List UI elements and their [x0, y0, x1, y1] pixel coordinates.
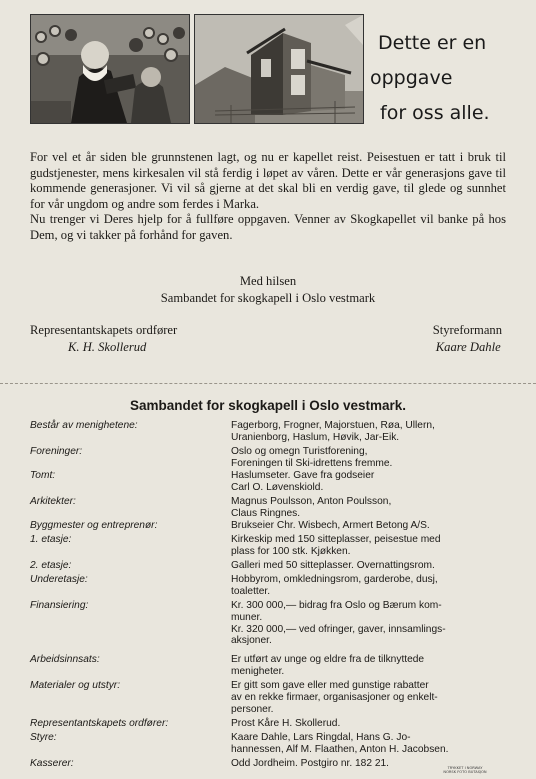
facts-row-value-line: Magnus Poulsson, Anton Poulsson,	[231, 496, 392, 507]
facts-row-value-line: Claus Ringnes.	[231, 507, 301, 519]
facts-row-value-line: Foreningen til Ski-idrettens fremme.	[231, 457, 393, 469]
facts-row-value	[231, 520, 505, 532]
facts-row-value-line: Odd Jordheim. Postgiro nr. 182 21.	[231, 758, 389, 769]
facts-row-value-line: Er gitt som gave eller med gunstige rabatter	[231, 680, 429, 691]
facts-row-label: 1. etasje:	[30, 534, 72, 545]
facts-row-label: Byggmester og entreprenør:	[30, 520, 158, 531]
signature-chairman-title: Representantskapets ordfører	[30, 323, 178, 337]
facts-row-label: Kasserer:	[30, 758, 74, 769]
facts-row-value-line: Kr. 300 000,— bidrag fra Oslo og Bærum kom-	[231, 600, 442, 611]
facts-row-value	[231, 654, 505, 678]
facts-row-value-line: Prost Kåre H. Skollerud.	[231, 718, 341, 729]
facts-row-value-line: Oslo og omegn Turistforening,	[231, 446, 368, 457]
facts-row-label: Arbeidsinnsats:	[30, 654, 100, 665]
facts-row-value-line: Kr. 320 000,— ved ofringer, gaver, innsamlings-	[231, 623, 446, 635]
headline-line-1: Dette er en	[378, 32, 487, 54]
printer-mark	[430, 766, 500, 774]
facts-row-label: Styre:	[30, 732, 57, 743]
photo-chapel	[194, 14, 364, 124]
letter-paragraph-1: For vel et år siden ble grunnstenen lagt, og nu er kapellet reist. Peisestuen er tatt i bruk til gudstjenester, mens kirkesalen vil stå ferdig i løpet av våren. Dette er vår generasjons gave til kommende generasjoner. Vi vil så gjerne at det skal bli en verdig gave, til glede og sunnhet for vår ungdom og andre som ferdes i Marka.	[30, 150, 506, 211]
appeal-letter	[30, 150, 506, 244]
facts-row-value-line: plass for 100 stk. Kjøkken.	[231, 545, 351, 557]
headline-line-2: oppgave	[370, 67, 453, 89]
facts-row-value-line: menigheter.	[231, 665, 285, 677]
facts-row-label: Finansiering:	[30, 600, 89, 611]
ceremony-photo-image	[31, 15, 189, 123]
facts-row-value-line: Galleri med 50 sitteplasser. Overnattingsrom.	[231, 560, 435, 571]
facts-row-label: Underetasje:	[30, 574, 88, 585]
facts-title: Sambandet for skogkapell i Oslo vestmark.	[129, 398, 407, 413]
signature-board-leader	[433, 322, 502, 356]
facts-row-value	[231, 574, 505, 598]
headline-line-3: for oss alle.	[380, 102, 490, 124]
facts-row-label: Tomt:	[30, 470, 56, 481]
facts-row-label: Arkitekter:	[30, 496, 76, 507]
signature-board-leader-name: Kaare Dahle	[435, 340, 501, 354]
facts-row-value-line: Er utført av unge og eldre fra de tilknyttede	[231, 654, 425, 665]
letter-sender: Sambandet for skogkapell i Oslo vestmark	[160, 291, 376, 305]
printer-mark-line-1: TRYKKET I NORWAY	[447, 766, 483, 770]
facts-row-value	[231, 420, 505, 444]
facts-row-value	[231, 600, 505, 647]
facts-row-value-line: Kirkeskip med 150 sitteplasser, peisestue med	[231, 534, 441, 545]
facts-row-value-line: av en rekke firmaer, organisasjoner og enkelt-	[231, 691, 438, 703]
facts-row-value	[231, 732, 505, 756]
facts-row-value-line: Fagerborg, Frogner, Majorstuen, Røa, Ullern,	[231, 420, 435, 431]
facts-row-value-line: Hobbyrom, omkledningsrom, garderobe, dusj,	[231, 574, 438, 585]
facts-row-value	[231, 718, 505, 730]
facts-row-value-line: Brukseier Chr. Wisbech, Armert Betong A/S.	[231, 520, 430, 531]
facts-row-label: Består av menighetene:	[30, 420, 138, 431]
letter-greeting: Med hilsen	[239, 274, 297, 288]
facts-row-value-line: hannessen, Alf M. Flaathen, Anton H. Jacobsen.	[231, 743, 449, 755]
facts-row-value	[231, 496, 505, 520]
facts-row-value	[231, 560, 505, 572]
signature-board-leader-title: Styreformann	[432, 323, 502, 337]
facts-row-value-line: Carl O. Løvenskiold.	[231, 481, 324, 493]
facts-row-label: 2. etasje:	[30, 560, 72, 571]
photo-ceremony	[30, 14, 190, 124]
headline	[370, 26, 520, 131]
facts-row-label: Materialer og utstyr:	[30, 680, 121, 691]
facts-row-value-line: aksjoner.	[231, 635, 272, 647]
facts-row-value	[231, 534, 505, 558]
signature-chairman-name: K. H. Skollerud	[68, 340, 147, 354]
signature-chairman	[30, 322, 177, 356]
printer-mark-line-2: NORSK FOTO BUTASJON	[443, 770, 487, 775]
facts-row-value	[231, 446, 505, 470]
facts-row-value	[231, 470, 505, 494]
letter-paragraph-2: Nu trenger vi Deres hjelp for å fullføre oppgaven. Venner av Skogkapellet vil banke på hos Dem, og vi takker på forhånd for gaven.	[30, 212, 506, 242]
facts-row-value	[231, 680, 505, 715]
facts-row-value-line: muner.	[231, 611, 263, 623]
facts-row-label: Foreninger:	[30, 446, 83, 457]
facts-row-value-line: Kaare Dahle, Lars Ringdal, Hans G. Jo-	[231, 732, 411, 743]
facts-row-label: Representantskapets ordfører:	[30, 718, 169, 729]
facts-row-value-line: personer.	[231, 703, 274, 715]
chapel-photo-image	[195, 15, 363, 123]
fold-line	[0, 383, 536, 384]
facts-row-value-line: toaletter.	[231, 585, 271, 597]
facts-row-value-line: Uranienborg, Haslum, Høvik, Jar-Eik.	[231, 431, 400, 443]
facts-row-value-line: Haslumseter. Gave fra godseier	[231, 470, 375, 481]
